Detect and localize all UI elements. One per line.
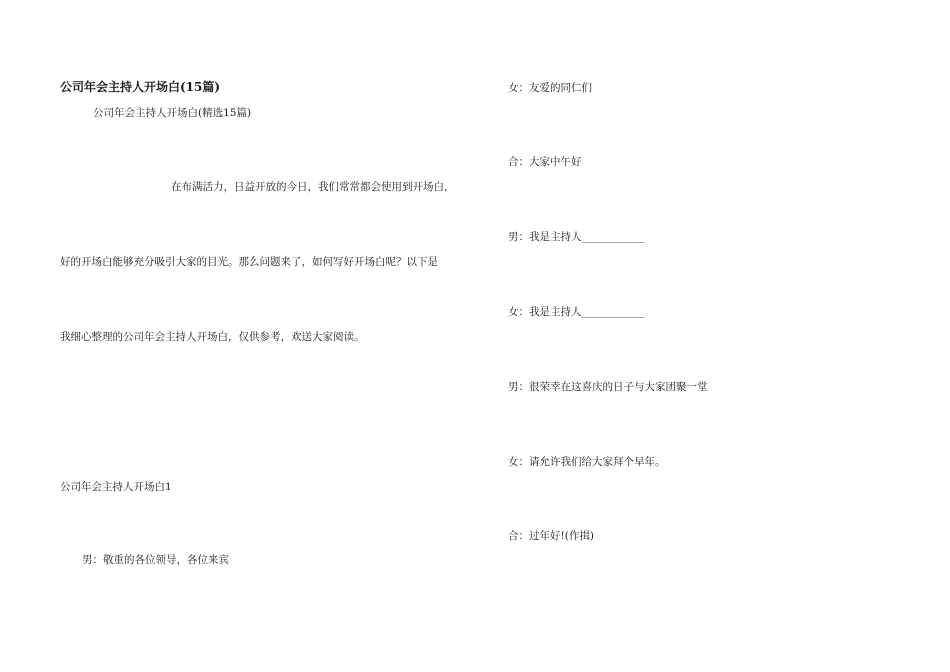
- intro-paragraph-line-2: 好的开场白能够充分吸引大家的目光。那么问题来了，如何写好开场白呢？以下是: [60, 256, 438, 268]
- dialogue-line: 女：我是主持人____________: [508, 306, 645, 318]
- dialogue-line: 合：过年好!(作揖): [508, 530, 594, 542]
- document-title: 公司年会主持人开场白(15篇): [60, 80, 221, 94]
- dialogue-line: 男：敬重的各位领导，各位来宾: [82, 554, 229, 566]
- dialogue-line: 男：很荣幸在这喜庆的日子与大家团聚一堂: [508, 381, 708, 393]
- dialogue-line: 女：友爱的同仁们: [508, 82, 592, 94]
- dialogue-line: 女：请允许我们给大家拜个早年。: [508, 456, 666, 468]
- document-subtitle: 公司年会主持人开场白(精选15篇): [93, 107, 252, 119]
- intro-paragraph-line-3: 我细心整理的公司年会主持人开场白，仅供参考，欢送大家阅读。: [60, 331, 365, 343]
- intro-paragraph-line-1: 在布满活力，日益开放的今日，我们常常都会使用到开场白，: [171, 181, 455, 193]
- section-heading: 公司年会主持人开场白1: [60, 481, 172, 493]
- dialogue-line: 合：大家中午好: [508, 156, 582, 168]
- dialogue-line: 男：我是主持人____________: [508, 231, 645, 243]
